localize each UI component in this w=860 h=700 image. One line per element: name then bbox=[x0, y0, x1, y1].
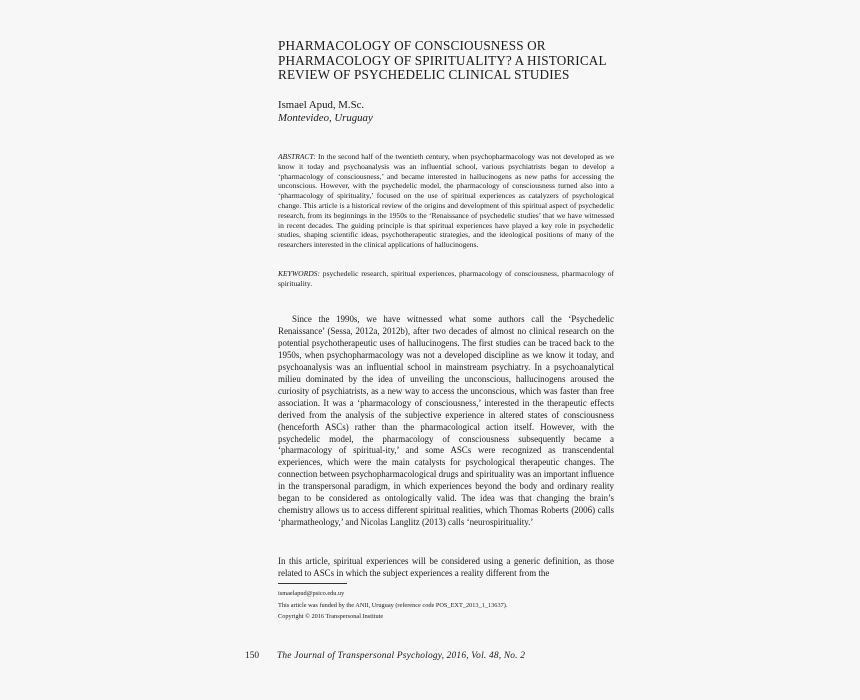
keywords-label: KEYWORDS: bbox=[278, 269, 320, 278]
title-line-1: PHARMACOLOGY OF CONSCIOUSNESS OR bbox=[278, 38, 546, 53]
keywords bbox=[278, 269, 614, 289]
abstract bbox=[278, 152, 614, 250]
author-affiliation: Montevideo, Uruguay bbox=[278, 112, 373, 124]
abstract-label: ABSTRACT: bbox=[278, 152, 316, 161]
footnote-divider bbox=[278, 583, 347, 584]
page-footer bbox=[245, 650, 525, 662]
author-email: ismaelapud@psico.edu.uy bbox=[278, 590, 345, 597]
page-number: 150 bbox=[245, 651, 260, 661]
keywords-text: psychedelic research, spiritual experiences, pharmacology of consciousness, pharmacology of spirituality. bbox=[278, 269, 614, 288]
copyright-note: Copyright © 2016 Transpersonal Institute bbox=[278, 613, 384, 621]
title-line-3: REVIEW OF PSYCHEDELIC CLINICAL STUDIES bbox=[278, 67, 570, 83]
abstract-text: In the second half of the twentieth century, when psychopharmacology was not developed as we know it today and psychoanalysis was an influential school, various psychiatrists began to develop a ‘pharmacology of consciousness,’ and became interested in hallucinogens as new paths for accessing the unconscious. However, with the psychedelic model, the pharmacology of consciousness turned also into a ‘pharmacology of spirituality,’ focused on the use of spiritual experiences as catalyzers of psychological change. This article is a historical review of the origins and development of this spiritual aspect of psychedelic research, from its beginnings in the 1950s to the ‘Renaissance of psychedelic studies’ that we have witnessed in recent decades. The guiding principle is that spiritual experiences have played a key role in psychedelic studies, shaping scientific ideas, psychotherapeutic strategies, and the ideological positions of many of the researchers interested in the clinical applications of hallucinogens. bbox=[278, 152, 615, 250]
journal-citation: The Journal of Transpersonal Psychology, 2016, Vol. 48, No. 2 bbox=[277, 651, 526, 661]
article-title bbox=[278, 39, 638, 83]
title-line-2: PHARMACOLOGY OF SPIRITUALITY? A HISTORICAL bbox=[278, 52, 607, 68]
footnotes bbox=[278, 588, 614, 623]
body-paragraph-2: In this article, spiritual experiences will be considered using a generic definition, as those related to ASCs in which the subject experiences a reality different from the bbox=[278, 556, 614, 578]
author-name: Ismael Apud, M.Sc. bbox=[278, 99, 365, 111]
funding-note: This article was funded by the ANII, Uruguay (reference code POS_EXT_2013_1_13637). bbox=[278, 601, 508, 609]
body-paragraph-1: Since the 1990s, we have witnessed what some authors call the ‘Psychedelic Renaissance’ (Sessa, 2012a, 2012b), after two decades of almost no clinical research on the potential psychotherapeutic uses of hallucinogens. The first studies can be traced back to the 1950s, when psychopharmacology was not a developed discipline as we know it today, and psychoanalysis was an influential school in mainstream psychiatry. In a psychoanalytical milieu dominated by the idea of unveiling the unconscious, hallucinogens aroused the curiosity of psychiatrists, as a new way to access the unconscious, which was faster than free association. It was a ‘pharmacology of consciousness,’ interested in the therapeutic effects derived from the analysis of the subjective experience in altered states of consciousness (henceforth ASCs) rather than the pharmacological action itself. However, with the psychedelic model, the pharmacology of consciousness subsequently became a ‘pharmacology of spiritual-ity,’ and some ASCs were recognized as transcendental experiences, which were the main catalysts for psychological therapeutic changes. The connection between psychopharmacological drugs and spirituality was an important influence in the transpersonal paradigm, in which experiences beyond the body and ordinary reality began to be considered as ontologically valid. The idea was that changing the brain’s chemistry allows us to access different spiritual realities, which Thomas Roberts (2006) calls ‘pharmatheology,’ and Nicolas Langlitz (2013) calls ‘neurospirituality.’ bbox=[278, 314, 614, 528]
author-block bbox=[278, 99, 373, 125]
